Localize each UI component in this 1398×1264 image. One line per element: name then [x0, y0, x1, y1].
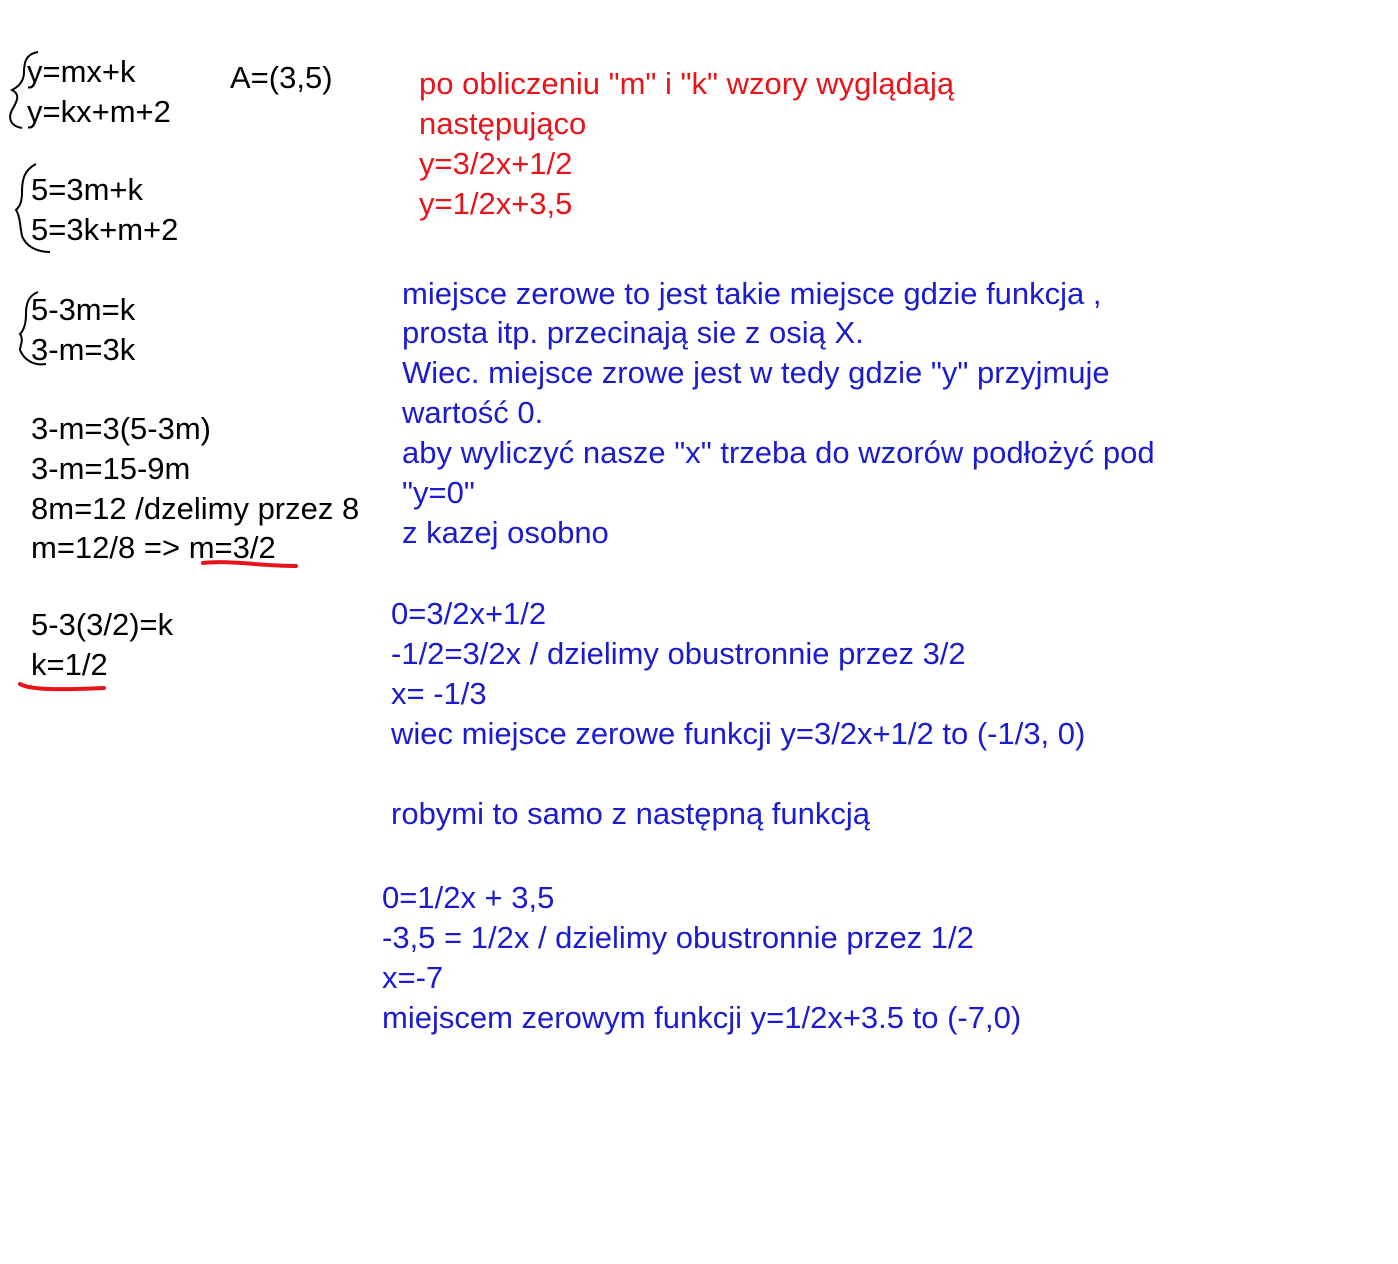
solve-m-line-2: 3-m=15-9m	[31, 451, 191, 486]
red-note-line-3: y=3/2x+1/2	[419, 146, 573, 181]
second-function-line-2: -3,5 = 1/2x / dzielimy obustronnie przez 1/2	[382, 920, 974, 955]
system2-line-1: 5=3m+k	[31, 172, 144, 207]
system1-line-1: y=mx+k	[27, 54, 136, 89]
explanation-line-2: prosta itp. przecinają sie z osią X.	[402, 315, 864, 350]
solve-k-line-2: k=1/2	[31, 647, 108, 682]
system3-line-1: 5-3m=k	[31, 292, 136, 327]
system2-line-2: 5=3k+m+2	[31, 212, 179, 247]
red-note-line-2: następująco	[419, 106, 587, 141]
explanation-line-1: miejsce zerowe to jest takie miejsce gdzie funkcja ,	[402, 276, 1102, 311]
second-function-line-4: miejscem zerowym funkcji y=1/2x+3.5 to (-7,0)	[382, 1000, 1022, 1035]
point-a: A=(3,5)	[230, 60, 333, 95]
red-note-line-1: po obliczeniu "m" i "k" wzory wyglądają	[419, 66, 955, 101]
system3-line-2: 3-m=3k	[31, 332, 136, 367]
solve-m-line-4: m=12/8 => m=3/2	[31, 530, 276, 565]
explanation-line-4: wartość 0.	[402, 395, 544, 430]
first-function-line-4: wiec miejsce zerowe funkcji y=3/2x+1/2 to (-1/3, 0)	[391, 716, 1086, 751]
second-function-line-1: 0=1/2x + 3,5	[382, 880, 555, 915]
first-function-line-1: 0=3/2x+1/2	[391, 596, 547, 631]
solve-m-line-1: 3-m=3(5-3m)	[31, 411, 212, 446]
red-note-line-4: y=1/2x+3,5	[419, 186, 573, 221]
explanation-line-7: z kazej osobno	[402, 515, 609, 550]
transition-line: robymi to samo z następną funkcją	[391, 796, 871, 831]
explanation-line-3: Wiec. miejsce zrowe jest w tedy gdzie "y" przyjmuje	[402, 355, 1110, 390]
first-function-line-3: x= -1/3	[391, 676, 487, 711]
solve-m-line-3: 8m=12 /dzelimy przez 8	[31, 491, 360, 526]
system1-line-2: y=kx+m+2	[27, 94, 171, 129]
explanation-line-5: aby wyliczyć nasze "x" trzeba do wzorów podłożyć pod	[402, 435, 1155, 470]
solve-k-line-1: 5-3(3/2)=k	[31, 607, 174, 642]
explanation-line-6: "y=0"	[402, 475, 475, 510]
second-function-line-3: x=-7	[382, 960, 444, 995]
first-function-line-2: -1/2=3/2x / dzielimy obustronnie przez 3/2	[391, 636, 966, 671]
